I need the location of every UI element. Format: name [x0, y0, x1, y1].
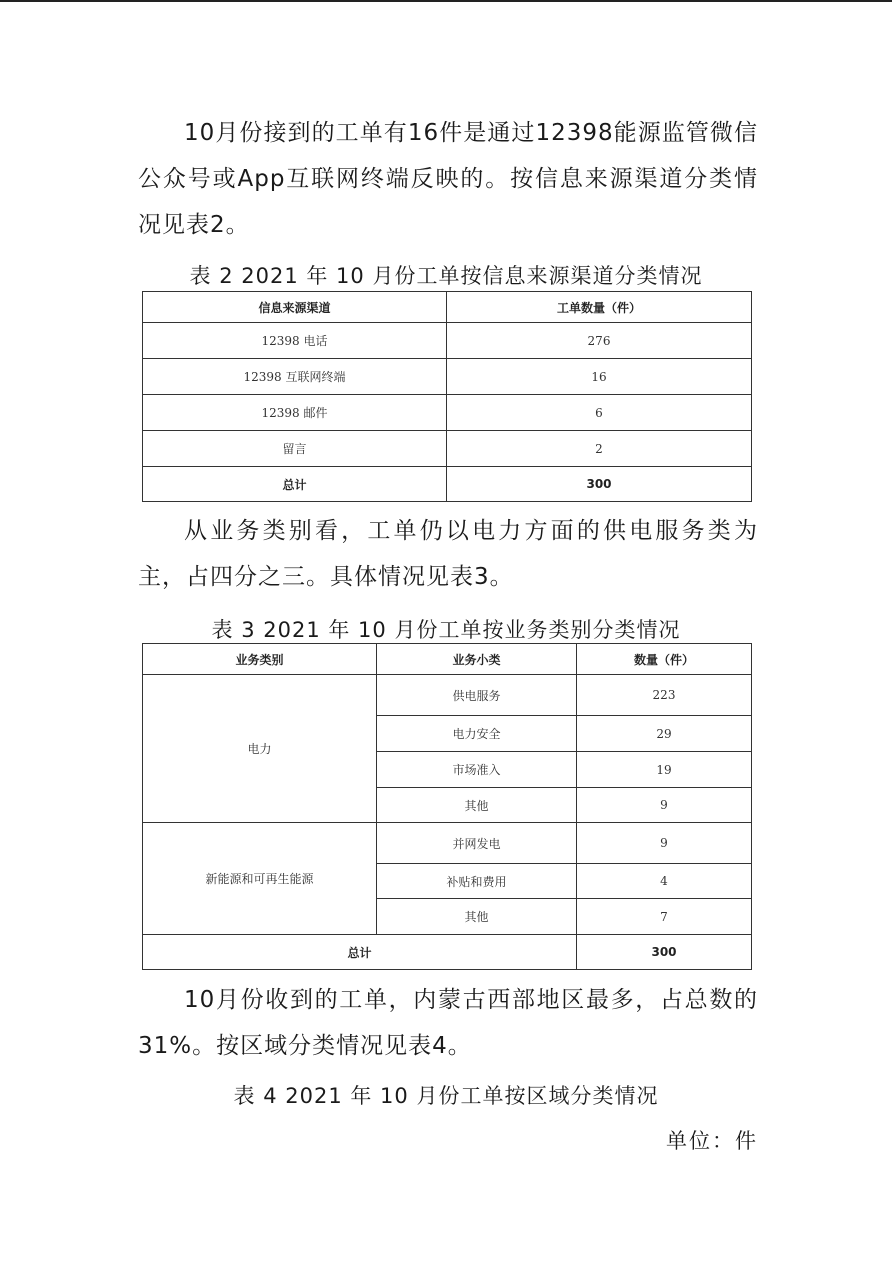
table3-cell-count: 223	[577, 675, 752, 716]
table2-cell-channel: 留言	[143, 431, 447, 467]
table3-cell-subcategory: 补贴和费用	[377, 864, 577, 899]
table3-cell-count: 9	[577, 788, 752, 823]
table3-cell-subcategory: 电力安全	[377, 716, 577, 752]
table3-cell-count: 9	[577, 823, 752, 864]
table-row	[143, 675, 752, 716]
table2-cell-count: 16	[447, 359, 752, 395]
table2-total-label: 总计	[143, 467, 447, 502]
table3-cell-subcategory: 并网发电	[377, 823, 577, 864]
table2-cell-count: 6	[447, 395, 752, 431]
table3-total-row	[143, 935, 752, 970]
table3-category-electricity: 电力	[143, 675, 377, 823]
table3-cell-subcategory: 市场准入	[377, 752, 577, 788]
table2-cell-channel: 12398 邮件	[143, 395, 447, 431]
table2-cell-channel: 12398 互联网终端	[143, 359, 447, 395]
top-border-line	[0, 0, 892, 2]
table4-caption: 表 4 2021 年 10 月份工单按区域分类情况	[233, 1084, 659, 1108]
table-row	[143, 395, 752, 431]
table-row	[143, 323, 752, 359]
table3-cell-count: 7	[577, 899, 752, 935]
table2-cell-channel: 12398 电话	[143, 323, 447, 359]
table2-source-channels	[142, 291, 752, 502]
table2-header-channel: 信息来源渠道	[143, 292, 447, 323]
table-row	[143, 359, 752, 395]
table3-cell-subcategory: 其他	[377, 899, 577, 935]
table4-unit-label: 单位：件	[666, 1129, 758, 1153]
table3-cell-count: 29	[577, 716, 752, 752]
table2-cell-count: 2	[447, 431, 752, 467]
table2-total-value: 300	[447, 467, 752, 502]
table3-header-subcategory: 业务小类	[377, 644, 577, 675]
table3-total-value: 300	[577, 935, 752, 970]
table3-cell-subcategory: 其他	[377, 788, 577, 823]
table3-cell-count: 19	[577, 752, 752, 788]
table3-header-count: 数量（件）	[577, 644, 752, 675]
table3-caption: 表 3 2021 年 10 月份工单按业务类别分类情况	[211, 618, 681, 642]
table-row	[143, 431, 752, 467]
table2-header-count: 工单数量（件）	[447, 292, 752, 323]
paragraph-region-intro: 10月份收到的工单，内蒙古西部地区最多，占总数的31%。按区域分类情况见表4。	[138, 987, 758, 1059]
table3-total-label: 总计	[143, 935, 577, 970]
table3-cell-count: 4	[577, 864, 752, 899]
table3-category-renewable: 新能源和可再生能源	[143, 823, 377, 935]
table3-header-category: 业务类别	[143, 644, 377, 675]
paragraph-source-intro: 10月份接到的工单有16件是通过12398能源监管微信公众号或App互联网终端反映的。按信息来源渠道分类情况见表2。	[138, 120, 758, 238]
paragraph-business-intro: 从业务类别看，工单仍以电力方面的供电服务类为主，占四分之三。具体情况见表3。	[138, 518, 758, 590]
table-row	[143, 823, 752, 864]
table3-header-row	[143, 644, 752, 675]
table2-total-row	[143, 467, 752, 502]
table3-business-categories	[142, 643, 752, 970]
table2-caption: 表 2 2021 年 10 月份工单按信息来源渠道分类情况	[189, 264, 703, 288]
table2-header-row	[143, 292, 752, 323]
table2-cell-count: 276	[447, 323, 752, 359]
table3-cell-subcategory: 供电服务	[377, 675, 577, 716]
